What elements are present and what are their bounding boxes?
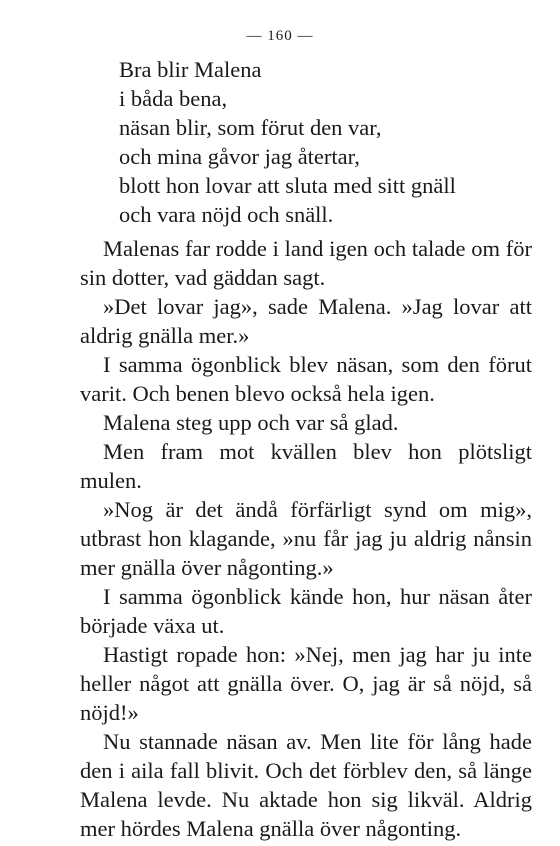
verse-stanza — [119, 55, 519, 229]
paragraph: I samma ögonblick kände hon, hur näsan åter började växa ut. — [80, 584, 532, 638]
paragraph: Malena steg upp och var så glad. — [103, 410, 399, 435]
paragraph: Hastigt ropade hon: »Nej, men jag har ju inte heller något att gnälla över. O, jag är så nöjd, så nöjd!» — [80, 642, 532, 725]
paragraph: Malenas far rodde i land igen och talade om för sin dotter, vad gäddan sagt. — [80, 236, 532, 290]
verse-line: och vara nöjd och snäll. — [119, 202, 334, 227]
paragraph: Men fram mot kvällen blev hon plötsligt mulen. — [80, 439, 532, 493]
verse-line: Bra blir Malena — [119, 57, 262, 82]
verse-line: och mina gåvor jag återtar, — [119, 144, 360, 169]
verse-line: näsan blir, som förut den var, — [119, 115, 382, 140]
verse-line: blott hon lovar att sluta med sitt gnäll — [119, 173, 456, 198]
paragraph: »Nog är det ändå förfärligt synd om mig», utbrast hon klagande, »nu får jag ju aldrig nånsin mer gnälla över någonting.» — [80, 497, 532, 580]
page-number: — 160 — — [246, 28, 314, 44]
paragraph: I samma ögonblick blev näsan, som den förut varit. Och benen blevo också hela igen. — [80, 352, 532, 406]
body-text — [80, 234, 532, 843]
paragraph: Nu stannade näsan av. Men lite för lång hade den i aila fall blivit. Och det förblev den, så länge Malena levde. Nu aktade hon sig likväl. Aldrig mer hördes Malena gnälla över någonting. — [80, 729, 532, 841]
paragraph: »Det lovar jag», sade Malena. »Jag lovar att aldrig gnälla mer.» — [80, 294, 532, 348]
verse-line: i båda bena, — [119, 86, 228, 111]
